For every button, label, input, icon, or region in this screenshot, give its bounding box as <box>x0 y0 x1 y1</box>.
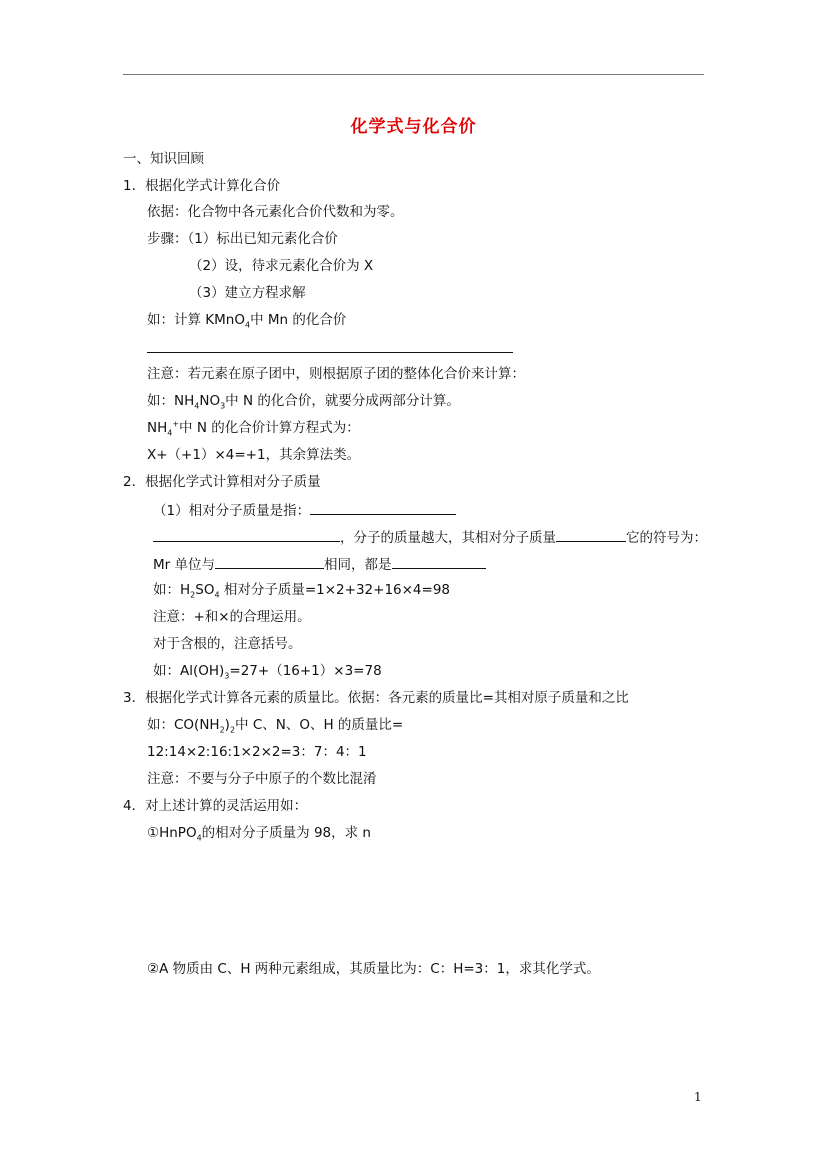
item2-definition <box>153 500 456 520</box>
subscript: 4 <box>214 590 220 600</box>
text-segment: 如：CO(NH <box>147 717 220 733</box>
text-segment: 中 C、N、O、H 的质量比= <box>235 717 404 733</box>
text-segment: =27+（16+1）×3=78 <box>229 663 382 679</box>
fill-blank[interactable] <box>310 500 456 515</box>
text-segment: 如：H <box>153 582 191 598</box>
item1-example2 <box>147 392 460 410</box>
answer-line <box>147 352 513 353</box>
page-title: 化学式与化合价 <box>350 117 477 137</box>
item2-example <box>153 581 450 599</box>
item1-step2: （2）设，待求元素化合价为 X <box>189 258 374 274</box>
subscript: 4 <box>196 833 202 843</box>
text-segment: 相对分子质量=1×2+32+16×4=98 <box>219 582 451 598</box>
section-heading: 一、知识回顾 <box>123 151 204 167</box>
subscript: 2 <box>190 590 196 600</box>
text-segment: 相同，都是 <box>324 557 392 573</box>
item2-line2 <box>153 527 707 547</box>
subscript: 3 <box>224 671 230 681</box>
text-segment: ，分子的质量越大，其相对分子质量 <box>340 530 556 546</box>
item2-note1: 注意：+和×的合理运用。 <box>153 609 311 625</box>
text-segment: 中 N 的化合价，就要分成两部分计算。 <box>225 393 460 409</box>
page-number: 1 <box>694 1090 702 1104</box>
item2-note2: 对于含根的，注意括号。 <box>153 636 302 652</box>
item3-calculation: 12:14×2:16:1×2×2=3：7：4：1 <box>147 744 367 760</box>
item2-example2 <box>153 662 382 680</box>
item1-step1: 步骤：（1）标出已知元素化合价 <box>147 231 338 247</box>
item4-question1 <box>147 824 371 842</box>
text-segment: 的相对分子质量为 98，求 n <box>201 825 371 841</box>
text-segment: ①HnPO <box>147 825 197 841</box>
item1-example <box>147 311 346 329</box>
fill-blank[interactable] <box>153 527 340 542</box>
item1-heading: 1．根据化学式计算化合价 <box>123 178 281 194</box>
item4-question2: ②A 物质由 C、H 两种元素组成，其质量比为：C：H=3：1，求其化学式。 <box>147 961 600 977</box>
item3-example <box>147 716 403 734</box>
item2-heading: 2．根据化学式计算相对分子质量 <box>123 474 321 490</box>
text-segment: 中 N 的化合价计算方程式为： <box>179 420 360 436</box>
item1-basis: 依据：化合物中各元素化合价代数和为零。 <box>147 204 404 220</box>
superscript: + <box>172 419 180 429</box>
subscript: 2 <box>219 725 225 735</box>
fill-blank[interactable] <box>215 554 324 569</box>
text-segment: SO <box>195 582 215 598</box>
text-segment: 如：计算 KMnO <box>147 312 245 328</box>
text-segment: 如：NH <box>147 393 195 409</box>
text-segment: NO <box>199 393 221 409</box>
text-segment: 它的符号为： <box>626 530 707 546</box>
item3-note: 注意：不要与分子中原子的个数比混淆 <box>147 771 377 787</box>
subscript: 4 <box>194 401 200 411</box>
subscript: 2 <box>229 725 236 735</box>
text-segment: ) <box>224 717 230 733</box>
item1-equation: X+（+1）×4=+1，其余算法类。 <box>147 447 361 463</box>
fill-blank[interactable] <box>392 554 486 569</box>
text-segment: （1）相对分子质量是指： <box>153 503 311 519</box>
item2-line3 <box>153 554 486 574</box>
item1-note: 注意：若元素在原子团中，则根据原子团的整体化合价来计算： <box>147 366 525 382</box>
subscript: 3 <box>220 401 226 411</box>
item1-example3 <box>147 419 360 437</box>
subscript: 4 <box>244 320 251 330</box>
subscript: 4 <box>167 428 173 438</box>
item1-step3: （3）建立方程求解 <box>189 285 306 301</box>
text-segment: NH <box>147 420 168 436</box>
header-rule <box>123 74 704 75</box>
text-segment: 如：Al(OH) <box>153 663 225 679</box>
item3-heading: 3．根据化学式计算各元素的质量比。依据：各元素的质量比=其相对原子质量和之比 <box>123 690 629 706</box>
fill-blank[interactable] <box>556 527 626 542</box>
text-segment: Mr 单位与 <box>153 557 215 573</box>
item4-heading: 4．对上述计算的灵活运用如： <box>123 798 308 814</box>
text-segment: 中 Mn 的化合价 <box>250 312 347 328</box>
